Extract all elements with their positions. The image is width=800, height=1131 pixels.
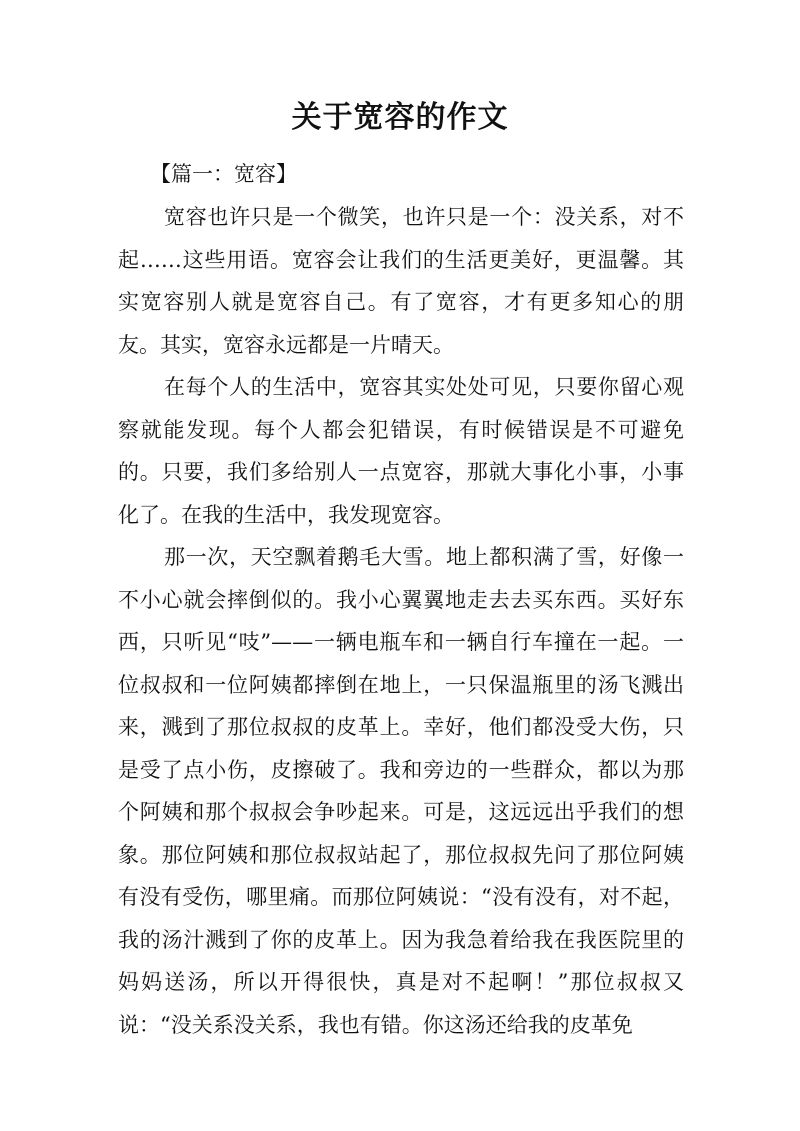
paragraph: 宽容也许只是一个微笑，也许只是一个：没关系，对不起……这些用语。宽容会让我们的生活更美好，更温馨。其实宽容别人就是宽容自己。有了宽容，才有更多知心的朋友。其实，宽容永远都是一片晴天。 (118, 205, 684, 357)
document-body (118, 196, 684, 1046)
document-title: 关于宽容的作文 (291, 100, 509, 135)
paragraph: 那一次，天空飘着鹅毛大雪。地上都积满了雪，好像一不小心就会摔倒似的。我小心翼翼地走去去买东西。买好东西，只听见“吱”——一辆电瓶车和一辆自行车撞在一起。一位叔叔和一位阿姨都摔倒在地上，一只保温瓶里的汤飞溅出来，溅到了那位叔叔的皮革上。幸好，他们都没受大伤，只是受了点小伤，皮擦破了。我和旁边的一些群众，都以为那个阿姨和那个叔叔会争吵起来。可是，这远远出乎我们的想象。那位阿姨和那位叔叔站起了，那位叔叔先问了那位阿姨有没有受伤，哪里痛。而那位阿姨说：“没有没有，对不起，我的汤汁溅到了你的皮革上。因为我急着给我在我医院里的妈妈送汤，所以开得很快，真是对不起啊！”那位叔叔又说：“没关系没关系，我也有错。你这汤还给我的皮革免 (118, 545, 684, 1037)
section-label: 【篇一：宽容】 (150, 162, 297, 186)
paragraph: 在每个人的生活中，宽容其实处处可见，只要你留心观察就能发现。每个人都会犯错误，有时候错误是不可避免的。只要，我们多给别人一点宽容，那就大事化小事，小事化了。在我的生活中，我发现宽容。 (118, 375, 684, 527)
